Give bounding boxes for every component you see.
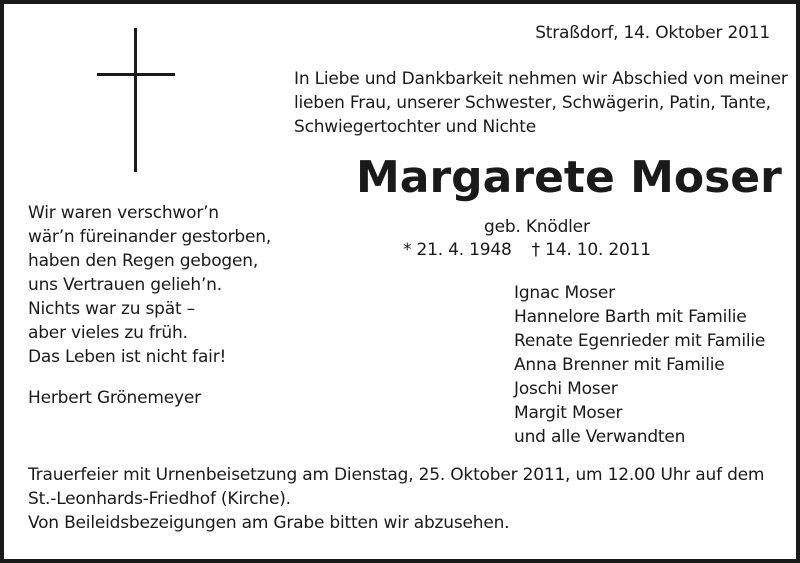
intro-line: Schwiegertochter und Nichte xyxy=(294,117,536,137)
place-date: Straßdorf, 14. Oktober 2011 xyxy=(535,23,770,43)
intro-line: lieben Frau, unserer Schwester, Schwägerin, Patin, Tante, xyxy=(294,93,771,113)
funeral-info-line: Trauerfeier mit Urnenbeisetzung am Dienstag, 25. Oktober 2011, um 12.00 Uhr auf dem xyxy=(28,465,765,485)
funeral-info-line: St.-Leonhards-Friedhof (Kirche). xyxy=(28,489,291,509)
poem-line: uns Vertrauen gelieh’n. xyxy=(28,275,222,295)
mourner: Ignac Moser xyxy=(514,283,615,303)
mourner: Joschi Moser xyxy=(514,379,618,399)
death-date: † 14. 10. 2011 xyxy=(531,240,651,260)
poem-line: aber vieles zu früh. xyxy=(28,323,188,343)
cross-icon xyxy=(97,28,175,172)
poem xyxy=(28,201,271,369)
cross-vertical-bar xyxy=(134,28,137,172)
poem-line: Das Leben ist nicht fair! xyxy=(28,347,227,367)
poem-line: Nichts war zu spät – xyxy=(28,299,195,319)
mourner: Hannelore Barth mit Familie xyxy=(514,307,747,327)
poem-line: Wir waren verschwor’n xyxy=(28,203,219,223)
maiden-name: geb. Knödler xyxy=(484,217,590,237)
mourner: Renate Egenrieder mit Familie xyxy=(514,331,766,351)
intro-line: In Liebe und Dankbarkeit nehmen wir Abschied von meiner xyxy=(294,69,788,89)
cross-horizontal-bar xyxy=(97,73,175,76)
poem-line: haben den Regen gebogen, xyxy=(28,251,259,271)
funeral-info-line: Von Beileidsbezeigungen am Grabe bitten wir abzusehen. xyxy=(28,513,510,533)
poem-line: wär’n füreinander gestorben, xyxy=(28,227,272,247)
mourners-list xyxy=(514,281,765,449)
intro-text xyxy=(294,67,788,139)
life-dates xyxy=(403,238,651,262)
funeral-info xyxy=(28,463,764,535)
deceased-name: Margarete Moser xyxy=(356,152,782,203)
mourner: Margit Moser xyxy=(514,403,623,423)
mourner: und alle Verwandten xyxy=(514,427,686,447)
mourner: Anna Brenner mit Familie xyxy=(514,355,725,375)
poem-author: Herbert Grönemeyer xyxy=(28,388,201,408)
birth-date: * 21. 4. 1948 xyxy=(403,240,512,260)
